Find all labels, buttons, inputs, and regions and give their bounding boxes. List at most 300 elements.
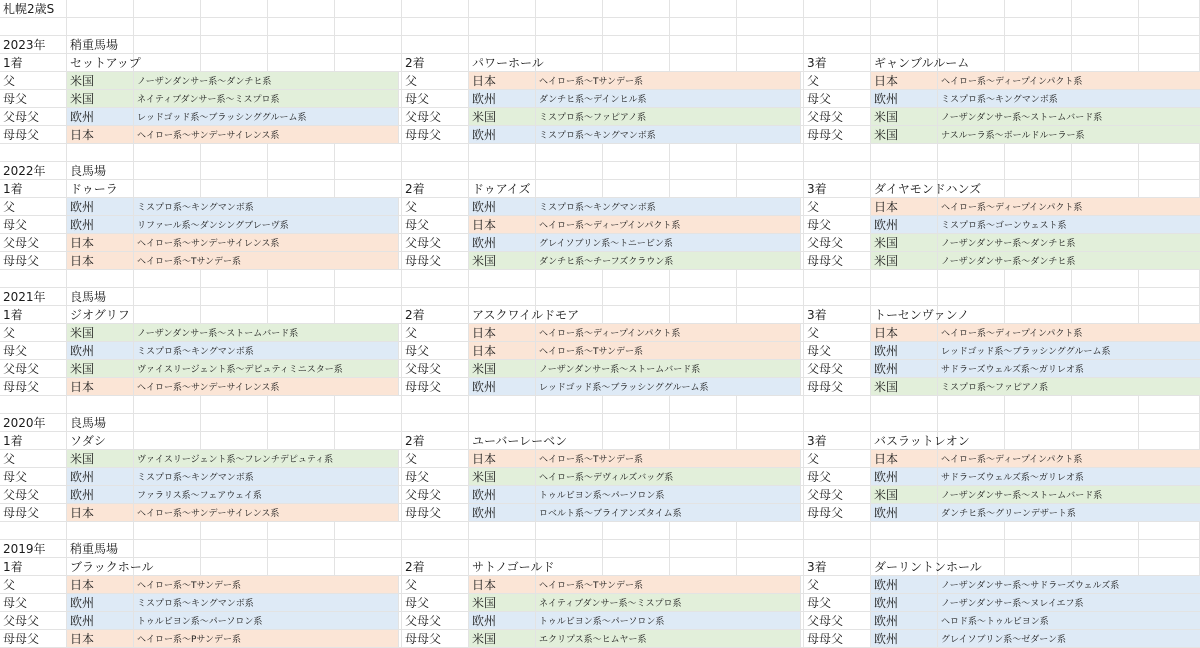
track-condition[interactable]: [67, 36, 134, 54]
grid-cell[interactable]: [670, 414, 737, 432]
horse-name[interactable]: [871, 180, 1005, 198]
grid-cell[interactable]: [134, 162, 201, 180]
pedigree-role[interactable]: [804, 108, 871, 126]
grid-cell[interactable]: [335, 18, 402, 36]
grid-cell[interactable]: [603, 540, 670, 558]
grid-cell[interactable]: [938, 540, 1005, 558]
sire-region[interactable]: [871, 342, 938, 360]
sire-line[interactable]: [134, 630, 399, 648]
grid-cell[interactable]: [871, 0, 938, 18]
pedigree-role[interactable]: [402, 450, 469, 468]
grid-cell[interactable]: [670, 18, 737, 36]
grid-cell[interactable]: [670, 288, 737, 306]
grid-cell[interactable]: [335, 306, 402, 324]
track-condition[interactable]: [67, 414, 134, 432]
grid-cell[interactable]: [335, 432, 402, 450]
sire-line[interactable]: [938, 72, 1200, 90]
sire-region[interactable]: [871, 72, 938, 90]
grid-cell[interactable]: [201, 162, 268, 180]
grid-cell[interactable]: [201, 36, 268, 54]
grid-cell[interactable]: [938, 18, 1005, 36]
sire-region[interactable]: [67, 108, 134, 126]
grid-cell[interactable]: [335, 54, 402, 72]
grid-cell[interactable]: [335, 0, 402, 18]
sire-line[interactable]: [134, 450, 399, 468]
pedigree-role[interactable]: [0, 576, 67, 594]
horse-name[interactable]: [469, 558, 603, 576]
grid-cell[interactable]: [603, 396, 670, 414]
grid-cell[interactable]: [603, 0, 670, 18]
pedigree-role[interactable]: [0, 252, 67, 270]
grid-cell[interactable]: [134, 288, 201, 306]
grid-cell[interactable]: [268, 396, 335, 414]
pedigree-role[interactable]: [0, 72, 67, 90]
race-year[interactable]: [0, 36, 67, 54]
grid-cell[interactable]: [938, 36, 1005, 54]
grid-cell[interactable]: [201, 54, 268, 72]
grid-cell[interactable]: [335, 36, 402, 54]
grid-cell[interactable]: [1072, 180, 1139, 198]
grid-cell[interactable]: [536, 288, 603, 306]
sire-line[interactable]: [134, 126, 399, 144]
grid-cell[interactable]: [469, 288, 536, 306]
grid-cell[interactable]: [603, 180, 670, 198]
sire-line[interactable]: [134, 198, 399, 216]
sire-region[interactable]: [67, 252, 134, 270]
sire-line[interactable]: [134, 216, 399, 234]
pedigree-role[interactable]: [0, 324, 67, 342]
sire-line[interactable]: [134, 342, 399, 360]
sire-line[interactable]: [134, 504, 399, 522]
grid-cell[interactable]: [201, 270, 268, 288]
grid-cell[interactable]: [871, 144, 938, 162]
pedigree-role[interactable]: [402, 360, 469, 378]
grid-cell[interactable]: [67, 18, 134, 36]
sire-line[interactable]: [938, 324, 1200, 342]
horse-name[interactable]: [871, 306, 1005, 324]
sire-line[interactable]: [536, 90, 801, 108]
grid-cell[interactable]: [536, 522, 603, 540]
grid-cell[interactable]: [335, 270, 402, 288]
pedigree-role[interactable]: [0, 486, 67, 504]
grid-cell[interactable]: [268, 540, 335, 558]
sire-line[interactable]: [536, 378, 801, 396]
sire-region[interactable]: [67, 324, 134, 342]
sire-line[interactable]: [536, 504, 801, 522]
pedigree-role[interactable]: [402, 216, 469, 234]
grid-cell[interactable]: [0, 144, 67, 162]
sire-line[interactable]: [536, 324, 801, 342]
sire-region[interactable]: [469, 72, 536, 90]
sire-region[interactable]: [871, 612, 938, 630]
sire-region[interactable]: [67, 126, 134, 144]
sire-line[interactable]: [536, 594, 801, 612]
sire-region[interactable]: [871, 90, 938, 108]
pedigree-role[interactable]: [402, 126, 469, 144]
sire-line[interactable]: [134, 486, 399, 504]
grid-cell[interactable]: [670, 540, 737, 558]
sire-line[interactable]: [134, 72, 399, 90]
grid-cell[interactable]: [469, 522, 536, 540]
grid-cell[interactable]: [737, 396, 804, 414]
grid-cell[interactable]: [1005, 414, 1072, 432]
grid-cell[interactable]: [536, 396, 603, 414]
sire-line[interactable]: [938, 576, 1200, 594]
sire-region[interactable]: [67, 594, 134, 612]
grid-cell[interactable]: [268, 54, 335, 72]
sire-region[interactable]: [67, 576, 134, 594]
grid-cell[interactable]: [737, 288, 804, 306]
sire-line[interactable]: [938, 108, 1200, 126]
placing-label[interactable]: [804, 558, 871, 576]
grid-cell[interactable]: [268, 270, 335, 288]
grid-cell[interactable]: [871, 162, 938, 180]
race-year[interactable]: [0, 288, 67, 306]
grid-cell[interactable]: [670, 54, 737, 72]
sire-line[interactable]: [134, 612, 399, 630]
race-year[interactable]: [0, 162, 67, 180]
pedigree-role[interactable]: [402, 576, 469, 594]
pedigree-role[interactable]: [0, 360, 67, 378]
grid-cell[interactable]: [737, 54, 804, 72]
sire-line[interactable]: [536, 630, 801, 648]
grid-cell[interactable]: [268, 0, 335, 18]
sire-line[interactable]: [938, 630, 1200, 648]
sire-region[interactable]: [871, 234, 938, 252]
sire-region[interactable]: [871, 468, 938, 486]
sire-line[interactable]: [938, 90, 1200, 108]
grid-cell[interactable]: [871, 18, 938, 36]
grid-cell[interactable]: [804, 522, 871, 540]
sire-region[interactable]: [67, 234, 134, 252]
placing-label[interactable]: [0, 180, 67, 198]
sire-line[interactable]: [536, 468, 801, 486]
grid-cell[interactable]: [1139, 162, 1200, 180]
grid-cell[interactable]: [670, 522, 737, 540]
pedigree-role[interactable]: [0, 90, 67, 108]
grid-cell[interactable]: [737, 522, 804, 540]
grid-cell[interactable]: [1139, 540, 1200, 558]
grid-cell[interactable]: [603, 288, 670, 306]
grid-cell[interactable]: [1005, 36, 1072, 54]
grid-cell[interactable]: [603, 18, 670, 36]
horse-name[interactable]: [871, 432, 1005, 450]
sire-line[interactable]: [536, 486, 801, 504]
grid-cell[interactable]: [737, 144, 804, 162]
grid-cell[interactable]: [804, 540, 871, 558]
grid-cell[interactable]: [1139, 558, 1200, 576]
pedigree-role[interactable]: [402, 504, 469, 522]
grid-cell[interactable]: [536, 162, 603, 180]
grid-cell[interactable]: [603, 36, 670, 54]
grid-cell[interactable]: [536, 18, 603, 36]
pedigree-role[interactable]: [804, 342, 871, 360]
grid-cell[interactable]: [201, 522, 268, 540]
grid-cell[interactable]: [737, 306, 804, 324]
placing-label[interactable]: [402, 306, 469, 324]
horse-name[interactable]: [871, 558, 1005, 576]
grid-cell[interactable]: [201, 432, 268, 450]
grid-cell[interactable]: [938, 162, 1005, 180]
grid-cell[interactable]: [737, 558, 804, 576]
grid-cell[interactable]: [804, 36, 871, 54]
pedigree-role[interactable]: [402, 486, 469, 504]
sire-region[interactable]: [469, 468, 536, 486]
grid-cell[interactable]: [1139, 270, 1200, 288]
sire-region[interactable]: [67, 342, 134, 360]
pedigree-role[interactable]: [402, 342, 469, 360]
sire-region[interactable]: [67, 630, 134, 648]
grid-cell[interactable]: [536, 0, 603, 18]
grid-cell[interactable]: [67, 522, 134, 540]
grid-cell[interactable]: [1139, 54, 1200, 72]
grid-cell[interactable]: [1072, 270, 1139, 288]
sire-line[interactable]: [134, 252, 399, 270]
sire-line[interactable]: [938, 450, 1200, 468]
grid-cell[interactable]: [268, 162, 335, 180]
grid-cell[interactable]: [1005, 54, 1072, 72]
grid-cell[interactable]: [402, 162, 469, 180]
pedigree-role[interactable]: [402, 612, 469, 630]
pedigree-role[interactable]: [804, 252, 871, 270]
grid-cell[interactable]: [670, 144, 737, 162]
sire-line[interactable]: [938, 234, 1200, 252]
sire-region[interactable]: [871, 450, 938, 468]
sire-line[interactable]: [536, 342, 801, 360]
pedigree-role[interactable]: [804, 378, 871, 396]
horse-name[interactable]: [67, 306, 201, 324]
sire-line[interactable]: [536, 450, 801, 468]
placing-label[interactable]: [402, 432, 469, 450]
pedigree-role[interactable]: [804, 90, 871, 108]
pedigree-role[interactable]: [804, 630, 871, 648]
grid-cell[interactable]: [335, 396, 402, 414]
pedigree-role[interactable]: [0, 594, 67, 612]
sire-region[interactable]: [67, 216, 134, 234]
grid-cell[interactable]: [1139, 0, 1200, 18]
sire-line[interactable]: [536, 108, 801, 126]
grid-cell[interactable]: [1072, 0, 1139, 18]
grid-cell[interactable]: [871, 414, 938, 432]
grid-cell[interactable]: [1005, 162, 1072, 180]
pedigree-role[interactable]: [0, 630, 67, 648]
grid-cell[interactable]: [201, 306, 268, 324]
grid-cell[interactable]: [670, 432, 737, 450]
race-year[interactable]: [0, 414, 67, 432]
grid-cell[interactable]: [134, 540, 201, 558]
grid-cell[interactable]: [938, 144, 1005, 162]
track-condition[interactable]: [67, 288, 134, 306]
pedigree-role[interactable]: [402, 594, 469, 612]
grid-cell[interactable]: [201, 0, 268, 18]
pedigree-role[interactable]: [0, 126, 67, 144]
grid-cell[interactable]: [67, 270, 134, 288]
grid-cell[interactable]: [335, 522, 402, 540]
sire-region[interactable]: [871, 594, 938, 612]
grid-cell[interactable]: [469, 144, 536, 162]
grid-cell[interactable]: [737, 270, 804, 288]
sire-region[interactable]: [871, 576, 938, 594]
grid-cell[interactable]: [402, 36, 469, 54]
pedigree-role[interactable]: [402, 324, 469, 342]
placing-label[interactable]: [0, 54, 67, 72]
sire-region[interactable]: [469, 378, 536, 396]
pedigree-role[interactable]: [804, 594, 871, 612]
grid-cell[interactable]: [402, 288, 469, 306]
grid-cell[interactable]: [268, 558, 335, 576]
sire-line[interactable]: [134, 108, 399, 126]
pedigree-role[interactable]: [804, 486, 871, 504]
grid-cell[interactable]: [871, 540, 938, 558]
pedigree-role[interactable]: [402, 108, 469, 126]
sire-line[interactable]: [536, 72, 801, 90]
sheet-title[interactable]: [0, 0, 134, 18]
grid-cell[interactable]: [1139, 180, 1200, 198]
grid-cell[interactable]: [670, 396, 737, 414]
grid-cell[interactable]: [536, 36, 603, 54]
placing-label[interactable]: [804, 54, 871, 72]
grid-cell[interactable]: [1139, 288, 1200, 306]
pedigree-role[interactable]: [402, 90, 469, 108]
sire-line[interactable]: [536, 126, 801, 144]
pedigree-role[interactable]: [804, 126, 871, 144]
grid-cell[interactable]: [1005, 18, 1072, 36]
grid-cell[interactable]: [871, 36, 938, 54]
sire-line[interactable]: [536, 198, 801, 216]
grid-cell[interactable]: [1072, 414, 1139, 432]
grid-cell[interactable]: [670, 558, 737, 576]
sire-region[interactable]: [67, 486, 134, 504]
sire-region[interactable]: [469, 234, 536, 252]
grid-cell[interactable]: [0, 396, 67, 414]
sire-region[interactable]: [469, 90, 536, 108]
grid-cell[interactable]: [1072, 18, 1139, 36]
grid-cell[interactable]: [670, 270, 737, 288]
grid-cell[interactable]: [268, 180, 335, 198]
grid-cell[interactable]: [402, 396, 469, 414]
grid-cell[interactable]: [603, 522, 670, 540]
grid-cell[interactable]: [201, 558, 268, 576]
pedigree-role[interactable]: [804, 360, 871, 378]
grid-cell[interactable]: [737, 180, 804, 198]
sire-region[interactable]: [469, 450, 536, 468]
grid-cell[interactable]: [402, 0, 469, 18]
grid-cell[interactable]: [402, 144, 469, 162]
pedigree-role[interactable]: [804, 504, 871, 522]
placing-label[interactable]: [402, 558, 469, 576]
horse-name[interactable]: [469, 432, 603, 450]
grid-cell[interactable]: [1139, 396, 1200, 414]
pedigree-role[interactable]: [804, 612, 871, 630]
grid-cell[interactable]: [1139, 36, 1200, 54]
pedigree-role[interactable]: [804, 450, 871, 468]
grid-cell[interactable]: [67, 396, 134, 414]
pedigree-role[interactable]: [804, 216, 871, 234]
grid-cell[interactable]: [1139, 414, 1200, 432]
sire-line[interactable]: [536, 216, 801, 234]
pedigree-role[interactable]: [0, 612, 67, 630]
grid-cell[interactable]: [603, 414, 670, 432]
pedigree-role[interactable]: [0, 450, 67, 468]
sire-line[interactable]: [134, 576, 399, 594]
grid-cell[interactable]: [737, 540, 804, 558]
sire-line[interactable]: [938, 360, 1200, 378]
grid-cell[interactable]: [335, 540, 402, 558]
grid-cell[interactable]: [737, 414, 804, 432]
grid-cell[interactable]: [335, 180, 402, 198]
sire-region[interactable]: [469, 198, 536, 216]
sire-line[interactable]: [134, 378, 399, 396]
grid-cell[interactable]: [871, 522, 938, 540]
grid-cell[interactable]: [402, 270, 469, 288]
grid-cell[interactable]: [469, 162, 536, 180]
grid-cell[interactable]: [603, 558, 670, 576]
grid-cell[interactable]: [335, 414, 402, 432]
grid-cell[interactable]: [1005, 306, 1072, 324]
sire-line[interactable]: [938, 504, 1200, 522]
sire-region[interactable]: [469, 360, 536, 378]
grid-cell[interactable]: [335, 162, 402, 180]
grid-cell[interactable]: [1139, 18, 1200, 36]
sire-line[interactable]: [536, 360, 801, 378]
grid-cell[interactable]: [1005, 558, 1072, 576]
placing-label[interactable]: [0, 432, 67, 450]
grid-cell[interactable]: [1072, 162, 1139, 180]
grid-cell[interactable]: [1139, 522, 1200, 540]
grid-cell[interactable]: [670, 162, 737, 180]
pedigree-role[interactable]: [402, 234, 469, 252]
grid-cell[interactable]: [134, 396, 201, 414]
grid-cell[interactable]: [938, 270, 1005, 288]
grid-cell[interactable]: [871, 270, 938, 288]
grid-cell[interactable]: [804, 396, 871, 414]
grid-cell[interactable]: [268, 306, 335, 324]
grid-cell[interactable]: [1072, 558, 1139, 576]
sire-region[interactable]: [67, 612, 134, 630]
horse-name[interactable]: [67, 432, 201, 450]
grid-cell[interactable]: [603, 162, 670, 180]
grid-cell[interactable]: [1139, 144, 1200, 162]
pedigree-role[interactable]: [402, 198, 469, 216]
sire-line[interactable]: [938, 612, 1200, 630]
sire-region[interactable]: [871, 360, 938, 378]
sire-region[interactable]: [469, 486, 536, 504]
sire-region[interactable]: [469, 630, 536, 648]
grid-cell[interactable]: [402, 414, 469, 432]
pedigree-role[interactable]: [804, 468, 871, 486]
grid-cell[interactable]: [1005, 540, 1072, 558]
pedigree-role[interactable]: [804, 72, 871, 90]
grid-cell[interactable]: [871, 396, 938, 414]
sire-region[interactable]: [871, 198, 938, 216]
pedigree-role[interactable]: [0, 378, 67, 396]
sire-line[interactable]: [938, 126, 1200, 144]
horse-name[interactable]: [67, 558, 201, 576]
grid-cell[interactable]: [268, 522, 335, 540]
sire-line[interactable]: [536, 252, 801, 270]
sire-region[interactable]: [469, 576, 536, 594]
sire-line[interactable]: [134, 324, 399, 342]
grid-cell[interactable]: [1072, 144, 1139, 162]
sire-region[interactable]: [871, 126, 938, 144]
grid-cell[interactable]: [603, 432, 670, 450]
grid-cell[interactable]: [201, 540, 268, 558]
horse-name[interactable]: [469, 180, 603, 198]
grid-cell[interactable]: [1072, 522, 1139, 540]
sire-line[interactable]: [938, 342, 1200, 360]
grid-cell[interactable]: [268, 414, 335, 432]
grid-cell[interactable]: [804, 288, 871, 306]
